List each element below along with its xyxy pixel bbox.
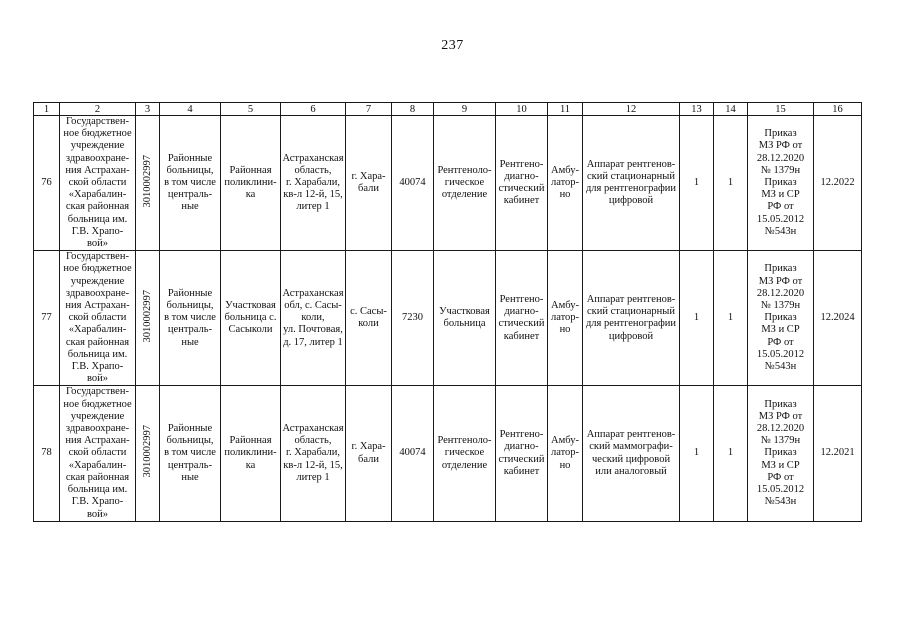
care-mode-cell-text: Амбу- латор- но — [550, 300, 580, 336]
header-row — [34, 103, 862, 116]
quantity-required-cell-text: 1 — [693, 447, 700, 459]
cabinet-cell-text: Рентгено- диагно- стический кабинет — [498, 429, 545, 477]
planned-date-cell — [814, 386, 862, 521]
inn-cell — [136, 116, 160, 251]
inn-cell-text: 3010002997 — [141, 154, 153, 208]
equipment-cell — [583, 116, 680, 251]
column-header-15: 15 — [748, 103, 814, 116]
organization-cell-text: Государствен- ное бюджетное учреждение здравоохране- ния Астрахан- ской области «Харабалин- ская районная больница им. Г.В. Храпо- вой» — [63, 116, 132, 250]
subdivision-cell-text: Участковая больница с. Сасыколи — [224, 300, 277, 336]
planned-date-cell — [814, 251, 862, 386]
locality-code-cell-text: 40074 — [399, 177, 426, 189]
inn-cell-text: 3010002997 — [141, 425, 153, 478]
facility-type-cell-text: Районные больницы, в том числе централь- ные — [164, 423, 216, 483]
department-cell-text: Участковая больница — [439, 306, 490, 330]
facility-type-cell-text: Районные больницы, в том числе централь- ные — [164, 152, 216, 213]
inn-cell — [136, 386, 160, 521]
planned-date-cell-text: 12.2021 — [820, 447, 855, 459]
quantity-planned-cell-text: 1 — [727, 447, 734, 459]
address-cell-text: Астраханская обл, с. Сасы- коли, ул. Почтовая, д. 17, литер 1 — [282, 287, 344, 348]
locality-cell — [346, 116, 392, 251]
locality-cell-text: г. Хара- бали — [351, 441, 386, 465]
department-cell — [434, 386, 496, 521]
quantity-required-cell-text: 1 — [693, 312, 700, 324]
column-header-4: 4 — [160, 103, 221, 116]
table-row — [34, 116, 862, 251]
quantity-planned-cell — [714, 386, 748, 521]
care-mode-cell — [548, 386, 583, 521]
locality-cell-text: с. Сасы- коли — [350, 306, 387, 330]
department-cell-text: Рентгеноло- гическое отделение — [437, 435, 492, 471]
locality-cell — [346, 251, 392, 386]
column-header-14: 14 — [714, 103, 748, 116]
column-header-1: 1 — [34, 103, 60, 116]
subdivision-cell — [221, 251, 281, 386]
row-number-cell — [34, 251, 60, 386]
address-cell — [281, 251, 346, 386]
organization-cell — [60, 386, 136, 521]
subdivision-cell-text: Районная поликлини- ка — [224, 164, 277, 201]
locality-code-cell — [392, 251, 434, 386]
quantity-planned-cell — [714, 251, 748, 386]
address-cell-text: Астраханская область, г. Харабали, кв-л 12-й, 15, литер 1 — [282, 152, 344, 213]
row-number-cell-text: 76 — [41, 177, 52, 189]
equipment-cell-text: Аппарат рентгенов- ский стационарный для рентгенографии цифровой — [585, 158, 677, 207]
regulation-order-cell-text: Приказ МЗ РФ от 28.12.2020 № 1379н Приказ МЗ и СР РФ от 15.05.2012 №543н — [756, 263, 805, 373]
regulation-order-cell — [748, 386, 814, 521]
cabinet-cell — [496, 116, 548, 251]
column-header-8: 8 — [392, 103, 434, 116]
inn-cell-text: 3010002997 — [141, 290, 153, 343]
page-number: 237 — [441, 38, 464, 53]
facility-type-cell — [160, 116, 221, 251]
department-cell-text: Рентгеноло- гическое отделение — [437, 164, 492, 201]
regulation-order-cell-text: Приказ МЗ РФ от 28.12.2020 № 1379н Приказ МЗ и СР РФ от 15.05.2012 №543н — [756, 128, 805, 237]
column-header-16: 16 — [814, 103, 862, 116]
locality-cell — [346, 386, 392, 521]
equipment-cell — [583, 386, 680, 521]
row-number-cell-text: 78 — [41, 447, 52, 459]
column-header-5: 5 — [221, 103, 281, 116]
locality-code-cell-text: 40074 — [399, 447, 426, 459]
care-mode-cell — [548, 251, 583, 386]
row-number-cell — [34, 386, 60, 521]
column-header-10: 10 — [496, 103, 548, 116]
address-cell-text: Астраханская область, г. Харабали, кв-л 12-й, 15, литер 1 — [282, 423, 344, 483]
subdivision-cell — [221, 116, 281, 251]
organization-cell-text: Государствен- ное бюджетное учреждение здравоохране- ния Астрахан- ской области «Харабалин- ская районная больница им. Г.В. Храпо- вой» — [63, 251, 132, 385]
column-header-12: 12 — [583, 103, 680, 116]
planned-date-cell — [814, 116, 862, 251]
organization-cell-text: Государствен- ное бюджетное учреждение здравоохране- ния Астрахан- ской области «Харабалин- ская районная больница им. Г.В. Храпо- вой» — [63, 386, 132, 520]
equipment-cell — [583, 251, 680, 386]
subdivision-cell-text: Районная поликлини- ка — [224, 435, 277, 471]
column-header-11: 11 — [548, 103, 583, 116]
quantity-planned-cell — [714, 116, 748, 251]
planned-date-cell-text: 12.2024 — [820, 312, 855, 324]
equipment-registry-table — [33, 102, 862, 522]
locality-code-cell-text: 7230 — [402, 312, 423, 324]
table-row — [34, 251, 862, 386]
quantity-planned-cell-text: 1 — [727, 177, 734, 189]
row-number-cell — [34, 116, 60, 251]
row-number-cell-text: 77 — [41, 312, 52, 324]
quantity-required-cell — [680, 251, 714, 386]
inn-cell — [136, 251, 160, 386]
department-cell — [434, 251, 496, 386]
organization-cell — [60, 116, 136, 251]
quantity-required-cell-text: 1 — [693, 177, 700, 189]
facility-type-cell-text: Районные больницы, в том числе централь- ные — [164, 287, 216, 348]
regulation-order-cell — [748, 116, 814, 251]
quantity-planned-cell-text: 1 — [727, 312, 734, 324]
address-cell — [281, 116, 346, 251]
equipment-cell-text: Аппарат рентгенов- ский маммографи- ческий цифровой или аналоговый — [586, 429, 676, 477]
subdivision-cell — [221, 386, 281, 521]
column-header-3: 3 — [136, 103, 160, 116]
address-cell — [281, 386, 346, 521]
column-header-9: 9 — [434, 103, 496, 116]
care-mode-cell — [548, 116, 583, 251]
table-row — [34, 386, 862, 521]
regulation-order-cell-text: Приказ МЗ РФ от 28.12.2020 № 1379н Приказ МЗ и СР РФ от 15.05.2012 №543н — [756, 398, 805, 508]
equipment-cell-text: Аппарат рентгенов- ский стационарный для рентгенографии цифровой — [585, 293, 677, 342]
quantity-required-cell — [680, 116, 714, 251]
cabinet-cell-text: Рентгено- диагно- стический кабинет — [498, 158, 545, 207]
locality-code-cell — [392, 116, 434, 251]
cabinet-cell — [496, 251, 548, 386]
care-mode-cell-text: Амбу- латор- но — [550, 435, 580, 471]
care-mode-cell-text: Амбу- латор- но — [550, 164, 580, 201]
column-header-13: 13 — [680, 103, 714, 116]
column-header-6: 6 — [281, 103, 346, 116]
organization-cell — [60, 251, 136, 386]
column-header-2: 2 — [60, 103, 136, 116]
column-header-7: 7 — [346, 103, 392, 116]
regulation-order-cell — [748, 251, 814, 386]
facility-type-cell — [160, 386, 221, 521]
cabinet-cell-text: Рентгено- диагно- стический кабинет — [498, 293, 545, 342]
facility-type-cell — [160, 251, 221, 386]
cabinet-cell — [496, 386, 548, 521]
department-cell — [434, 116, 496, 251]
locality-cell-text: г. Хара- бали — [351, 170, 386, 195]
planned-date-cell-text: 12.2022 — [820, 177, 855, 189]
locality-code-cell — [392, 386, 434, 521]
quantity-required-cell — [680, 386, 714, 521]
